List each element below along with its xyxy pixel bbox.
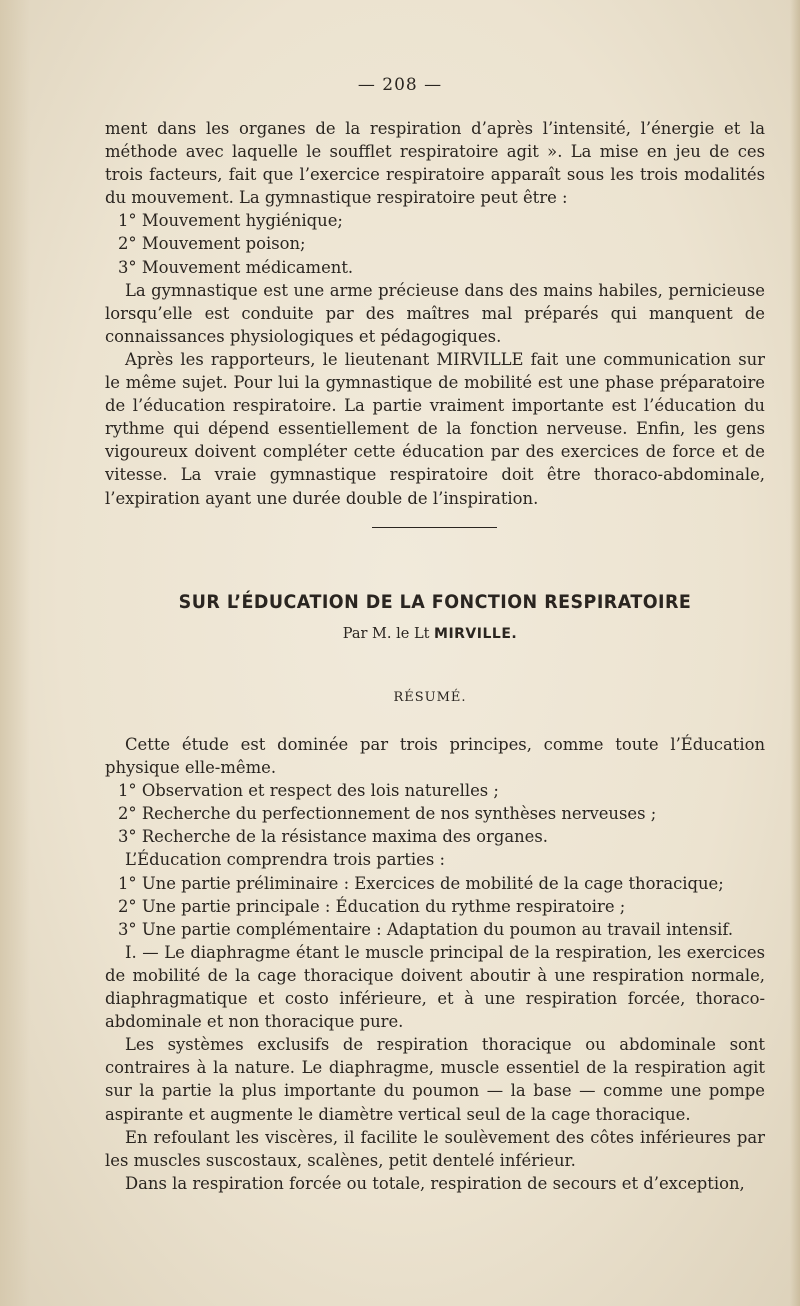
page-number: — 208 — [357,75,443,95]
list-item: 3° Recherche de la résistance maxima des organes. [118,827,549,847]
top-text-block [105,117,765,510]
list-item: 3° Une partie complémentaire : Adaptation du poumon au travail intensif. [118,919,734,939]
paragraph: I. — Le diaphragme étant le muscle principal de la respiration, les exercices de mobilité de la cage thoracique doivent aboutir à une respiration normale, diaphragmatique et costo inférieure, et à une respiration forcée, thoraco-abdominale et non thoracique pure. [105,942,765,1032]
byline [0,626,800,642]
paragraph: En refoulant les viscères, il facilite le soulèvement des côtes inférieures par les muscles suscostaux, scalènes, petit dentelé inférieur. [105,1127,765,1170]
bottom-text-block [105,733,765,1195]
list-item: 1° Mouvement hygiénique; [118,211,343,231]
paragraph: ment dans les organes de la respiration d’après l’intensité, l’énergie et la méthode avec laquelle le soufflet respiratoire agit ». La mise en jeu de ces trois facteurs, fait que l’exercice respiratoire apparaît sous les trois modalités du mouvement. La gymnastique respiratoire peut être : [105,119,765,208]
author-name: MIRVILLE. [434,626,518,642]
section-divider [372,527,497,528]
page-shadow-left [0,0,30,1306]
paragraph: Cette étude est dominée par trois principes, comme toute l’Éducation physique elle-même. [105,735,765,778]
section-title: SUR L’ÉDUCATION DE LA FONCTION RESPIRATOIRE [178,591,692,613]
resume-heading: RÉSUMÉ. [393,690,467,705]
paragraph: La gymnastique est une arme précieuse dans des mains habiles, pernicieuse lorsqu’elle est conduite par des maîtres mal préparés qui manquent de connaissances physiologiques et pédagogiques. [105,280,765,346]
paragraph: L’Éducation comprendra trois parties : [125,850,445,870]
paragraph: Dans la respiration forcée ou totale, respiration de secours et d’exception, [125,1173,745,1193]
list-item: 1° Observation et respect des lois naturelles ; [118,781,499,801]
byline-prefix: Par M. le Lt [342,626,430,642]
paragraph: Les systèmes exclusifs de respiration thoracique ou abdominale sont contraires à la nature. Le diaphragme, muscle essentiel de la respiration agit sur la partie la plus importante du poumon — la base — comme une pompe aspirante et augmente le diamètre vertical seul de la cage thoracique. [105,1035,765,1124]
list-item: 1° Une partie préliminaire : Exercices de mobilité de la cage thoracique; [118,873,724,893]
list-item: 2° Mouvement poison; [118,234,306,254]
list-item: 3° Mouvement médicament. [118,257,354,277]
paragraph: Après les rapporteurs, le lieutenant MIRVILLE fait une communication sur le même sujet. Pour lui la gymnastique de mobilité est une phase préparatoire de l’éducation respiratoire. La partie vraiment importante est l’éducation du rythme qui dépend essentiellement de la fonction nerveuse. Enfin, les gens vigoureux doivent compléter cette éducation par des exercices de force et de vitesse. La vraie gymnastique respiratoire doit être thoraco-abdominale, l’expiration ayant une durée double de l’inspiration. [105,349,765,508]
page-shadow-right [790,0,800,1306]
list-item: 2° Recherche du perfectionnement de nos synthèses nerveuses ; [118,804,657,824]
list-item: 2° Une partie principale : Éducation du rythme respiratoire ; [118,896,626,916]
